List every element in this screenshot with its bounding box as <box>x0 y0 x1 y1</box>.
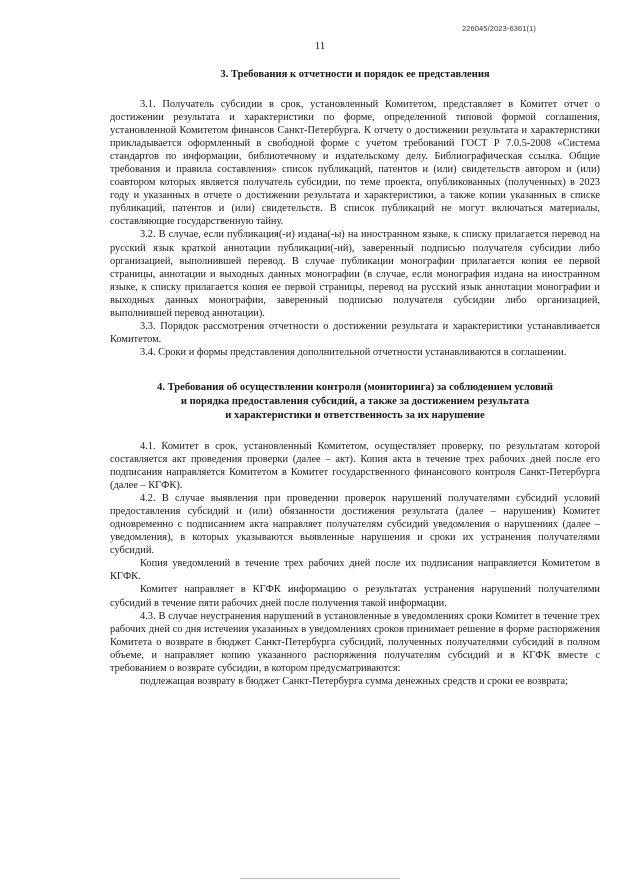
section-3-title: 3. Требования к отчетности и порядок ее представления <box>220 69 490 80</box>
section-4-title-line: и характеристики и ответственность за их нарушение <box>225 409 485 421</box>
footer-rule <box>240 878 400 879</box>
paragraph-3-1: 3.1. Получатель субсидии в срок, установленный Комитетом, представляет в Комитет отчет о достижении результата и характеристики по форме, определенной типовой формой соглашения, установленной Комитетом финансов Санкт-Петербурга. К отчету о достижении результата и характеристики прикладывается оформленный в свободной форме с учетом требований ГОСТ Р 7.0.5-2008 «Система стандартов по информации, библиотечному и издательскому делу. Библиографическая ссылка. Общие требования и правила составления» список публикаций, патентов и (или) свидетельств автором и (или) соавтором которых является получатель субсидии, по теме проекта, опубликованных (полученных) в 2023 году и указанных в отчете о достижении результата и характеристики, а также копии указанных в списке публикаций, патентов и (или) свидетельств. В список публикаций не могут включаться материалы, составляющие государственную тайну. <box>110 99 600 228</box>
paragraph-3-3: 3.3. Порядок рассмотрения отчетности о достижении результата и характеристики устанавливается Комитетом. <box>110 320 600 345</box>
document-registration-number: 226045/2023-6361(1) <box>461 24 536 33</box>
section-4-title-line: 4. Требования об осуществлении контроля (мониторинга) за соблюдением условий <box>157 381 553 393</box>
page-number: 11 <box>314 40 326 52</box>
paragraph-4-1: 4.1. Комитет в срок, установленный Комитетом, осуществляет проверку, по результатам которой составляется акт проведения проверки (далее – акт). Копия акта в течение трех рабочих дней после его подписания направляется Комитетом в Комитет государственного финансового контроля Санкт-Петербурга (далее – КГФК). <box>110 440 600 492</box>
section-4-title <box>110 381 600 423</box>
paragraph-4-3: 4.3. В случае неустранения нарушений в установленные в уведомлениях сроки Комитет в течение трех рабочих дней со дня истечения указанных в уведомлениях сроков принимает решение в форме распоряжения Комитета о возврате в бюджет Санкт-Петербурга субсидий, полученных получателями субсидий в полном объеме, и направляет копию указанного распоряжения получателям субсидий и в КГФК вместе с требованием о возврате субсидии, в котором предусматриваются: <box>110 610 600 674</box>
document-body <box>110 60 600 688</box>
paragraph-3-4: 3.4. Сроки и формы представления дополнительной отчетности устанавливаются в соглашении. <box>140 346 567 358</box>
paragraph-4-3-item: подлежащая возврату в бюджет Санкт-Петербурга сумма денежных средств и сроки ее возврата; <box>140 675 568 687</box>
paragraph-4-2-copy: Копия уведомлений в течение трех рабочих дней после их подписания направляется Комитетом в КГФК. <box>110 558 600 583</box>
paragraph-4-2-info: Комитет направляет в КГФК информацию о результатах устранения нарушений получателями субсидий в течение пяти рабочих дней после получения такой информации. <box>110 584 600 609</box>
paragraph-3-2: 3.2. В случае, если публикация(-и) издана(-ы) на иностранном языке, к списку прилагается перевод на русский язык краткой аннотации публикации(-ий), заверенный подписью получателя субсидии либо организацией, выполнившей перевод. В случае публикации монографии прилагается копия ее первой страницы, аннотации и выходных данных монографии (в случае, если монография издана на иностранном языке, к списку прилагается копия ее первой страницы, перевод на русский язык аннотации монографии и выходных данных монографии, заверенный подписью получателя субсидии либо организацией, выполнившей перевод аннотации). <box>110 229 600 319</box>
paragraph-4-2: 4.2. В случае выявления при проведении проверок нарушений получателями субсидий условий предоставления субсидий и (или) обязанности достижения результата (далее – нарушения) Комитет одновременно с подписанием акта направляет получателям субсидий уведомления о нарушениях (далее – уведомления), в которых указываются выявленные нарушения и сроки их устранения получателями субсидий. <box>110 493 600 557</box>
section-4-title-line: и порядка предоставления субсидий, а также за достижением результата <box>180 395 530 407</box>
